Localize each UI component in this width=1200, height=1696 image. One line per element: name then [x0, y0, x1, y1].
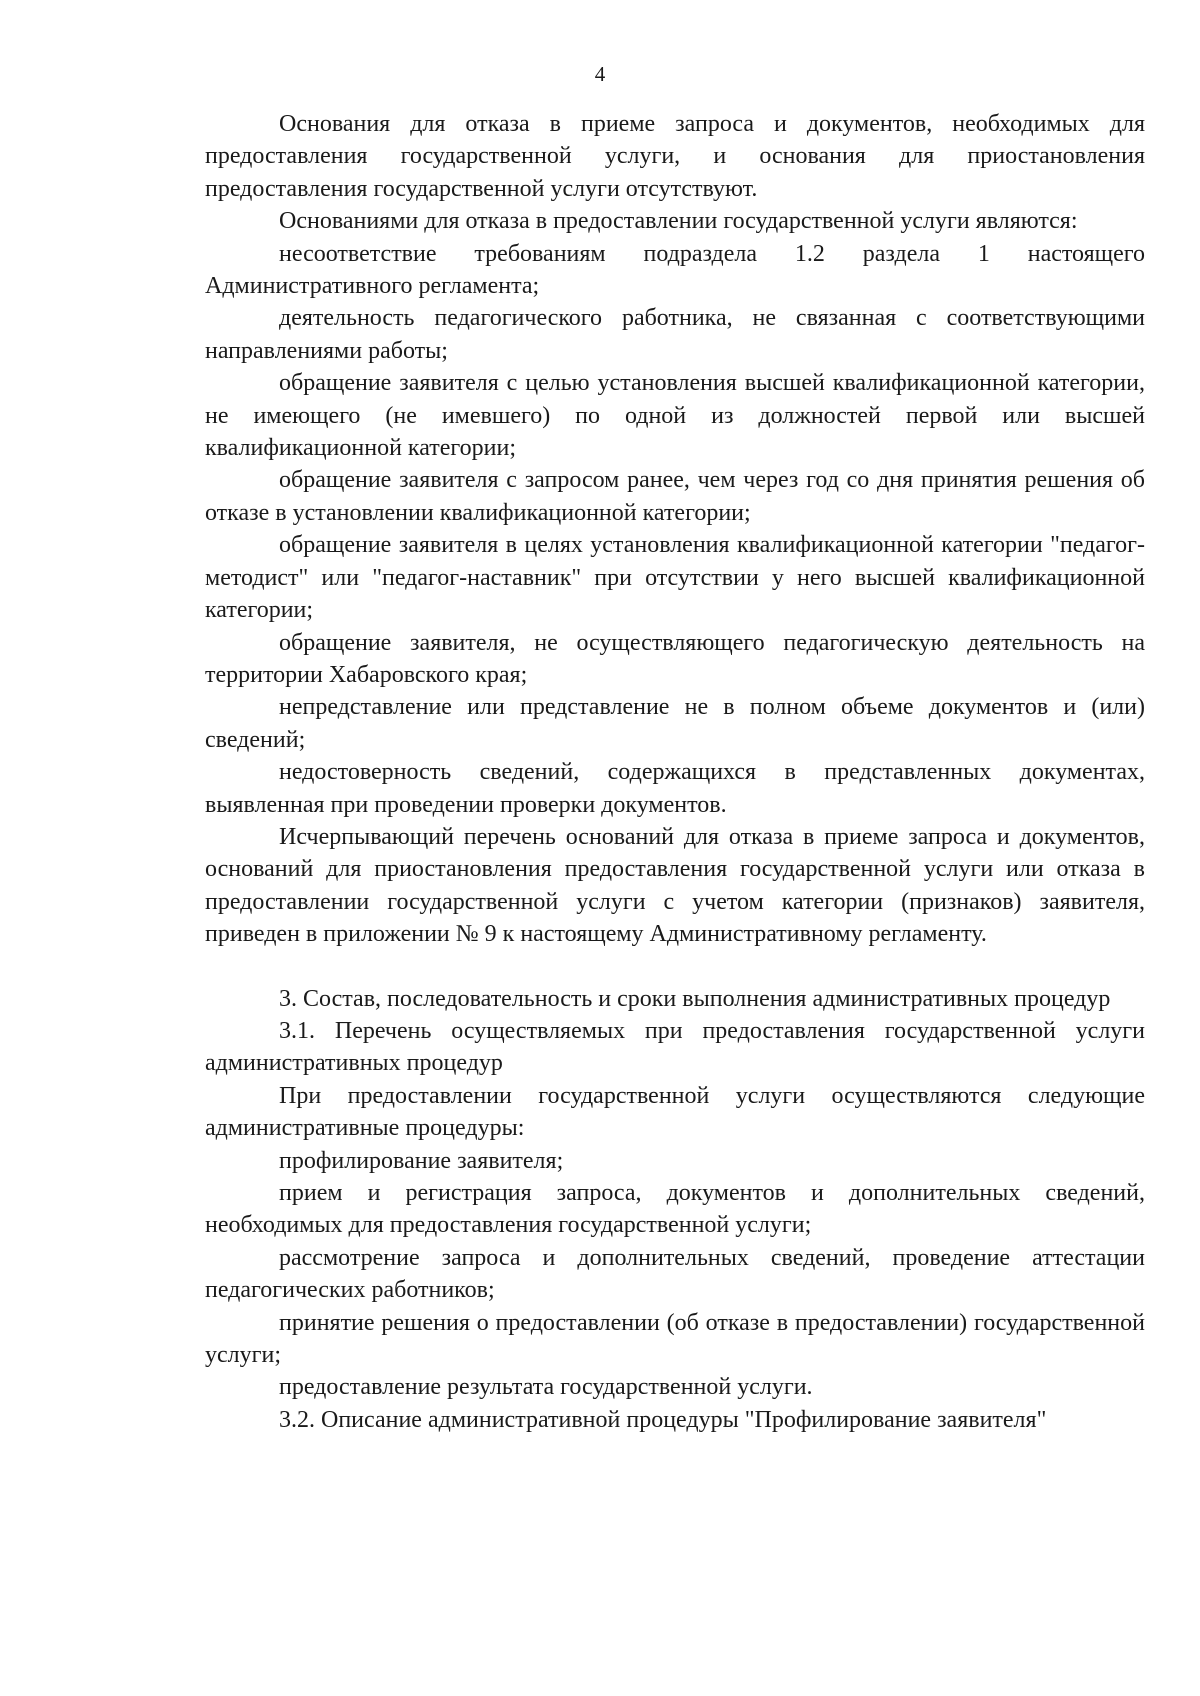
- procedure-item: предоставление результата государственной услуги.: [279, 1374, 813, 1401]
- list-item-ground: обращение заявителя с запросом ранее, чем через год со дня принятия решения об отказе в установлении квалификационной категории;: [205, 467, 1145, 526]
- paragraph-refusal-acceptance: Основания для отказа в приеме запроса и документов, необходимых для предоставления государственной услуги, и основания для приостановления предоставления государственной услуги отсутствуют.: [205, 111, 1145, 202]
- page-number: 4: [594, 62, 606, 86]
- list-item-ground: недостоверность сведений, содержащихся в представленных документах, выявленная при проведении проверки документов.: [205, 759, 1145, 818]
- procedure-item: прием и регистрация запроса, документов и дополнительных сведений, необходимых для предоставления государственной услуги;: [205, 1180, 1145, 1239]
- procedure-item: принятие решения о предоставлении (об отказе в предоставлении) государственной услуги;: [205, 1309, 1145, 1369]
- list-item-ground: непредставление или представление не в полном объеме документов и (или) сведений;: [205, 694, 1145, 753]
- subsection-3-2-heading: 3.2. Описание административной процедуры "Профилирование заявителя": [279, 1406, 1047, 1433]
- section-3-heading: 3. Состав, последовательность и сроки выполнения административных процедур: [279, 985, 1111, 1012]
- list-item-ground: обращение заявителя в целях установления квалификационной категории "педагог-методист" или "педагог-наставник" при отсутствии у него высшей квалификационной категории;: [205, 532, 1145, 624]
- list-item-ground: обращение заявителя с целью установления высшей квалификационной категории, не имеющего (не имевшего) по одной из должностей первой или высшей квалификационной категории;: [205, 370, 1145, 462]
- procedure-item: профилирование заявителя;: [279, 1147, 564, 1174]
- list-item-ground: несоответствие требованиям подраздела 1.2 раздела 1 настоящего Административного регламента;: [205, 240, 1145, 300]
- list-item-ground: обращение заявителя, не осуществляющего педагогическую деятельность на территории Хабаровского края;: [205, 629, 1145, 688]
- document-body: [205, 108, 1145, 1436]
- list-item-ground: деятельность педагогического работника, не связанная с соответствующими направлениями работы;: [205, 305, 1145, 364]
- subsection-3-1-heading: 3.1. Перечень осуществляемых при предоставления государственной услуги административных процедур: [205, 1017, 1145, 1077]
- procedure-item: рассмотрение запроса и дополнительных сведений, проведение аттестации педагогических работников;: [205, 1244, 1145, 1304]
- paragraph-refusal-grounds-intro: Основаниями для отказа в предоставлении государственной услуги являются:: [279, 208, 1078, 235]
- procedures-intro: При предоставлении государственной услуги осуществляются следующие административные процедуры:: [205, 1082, 1145, 1142]
- section-spacer: [205, 951, 1145, 983]
- paragraph-exhaustive-list: Исчерпывающий перечень оснований для отказа в приеме запроса и документов, оснований для приостановления предоставления государственной услуги или отказа в предоставлении государственной услуги с учетом категории (признаков) заявителя, приведен в приложении № 9 к настоящему Административному регламенту.: [205, 823, 1145, 948]
